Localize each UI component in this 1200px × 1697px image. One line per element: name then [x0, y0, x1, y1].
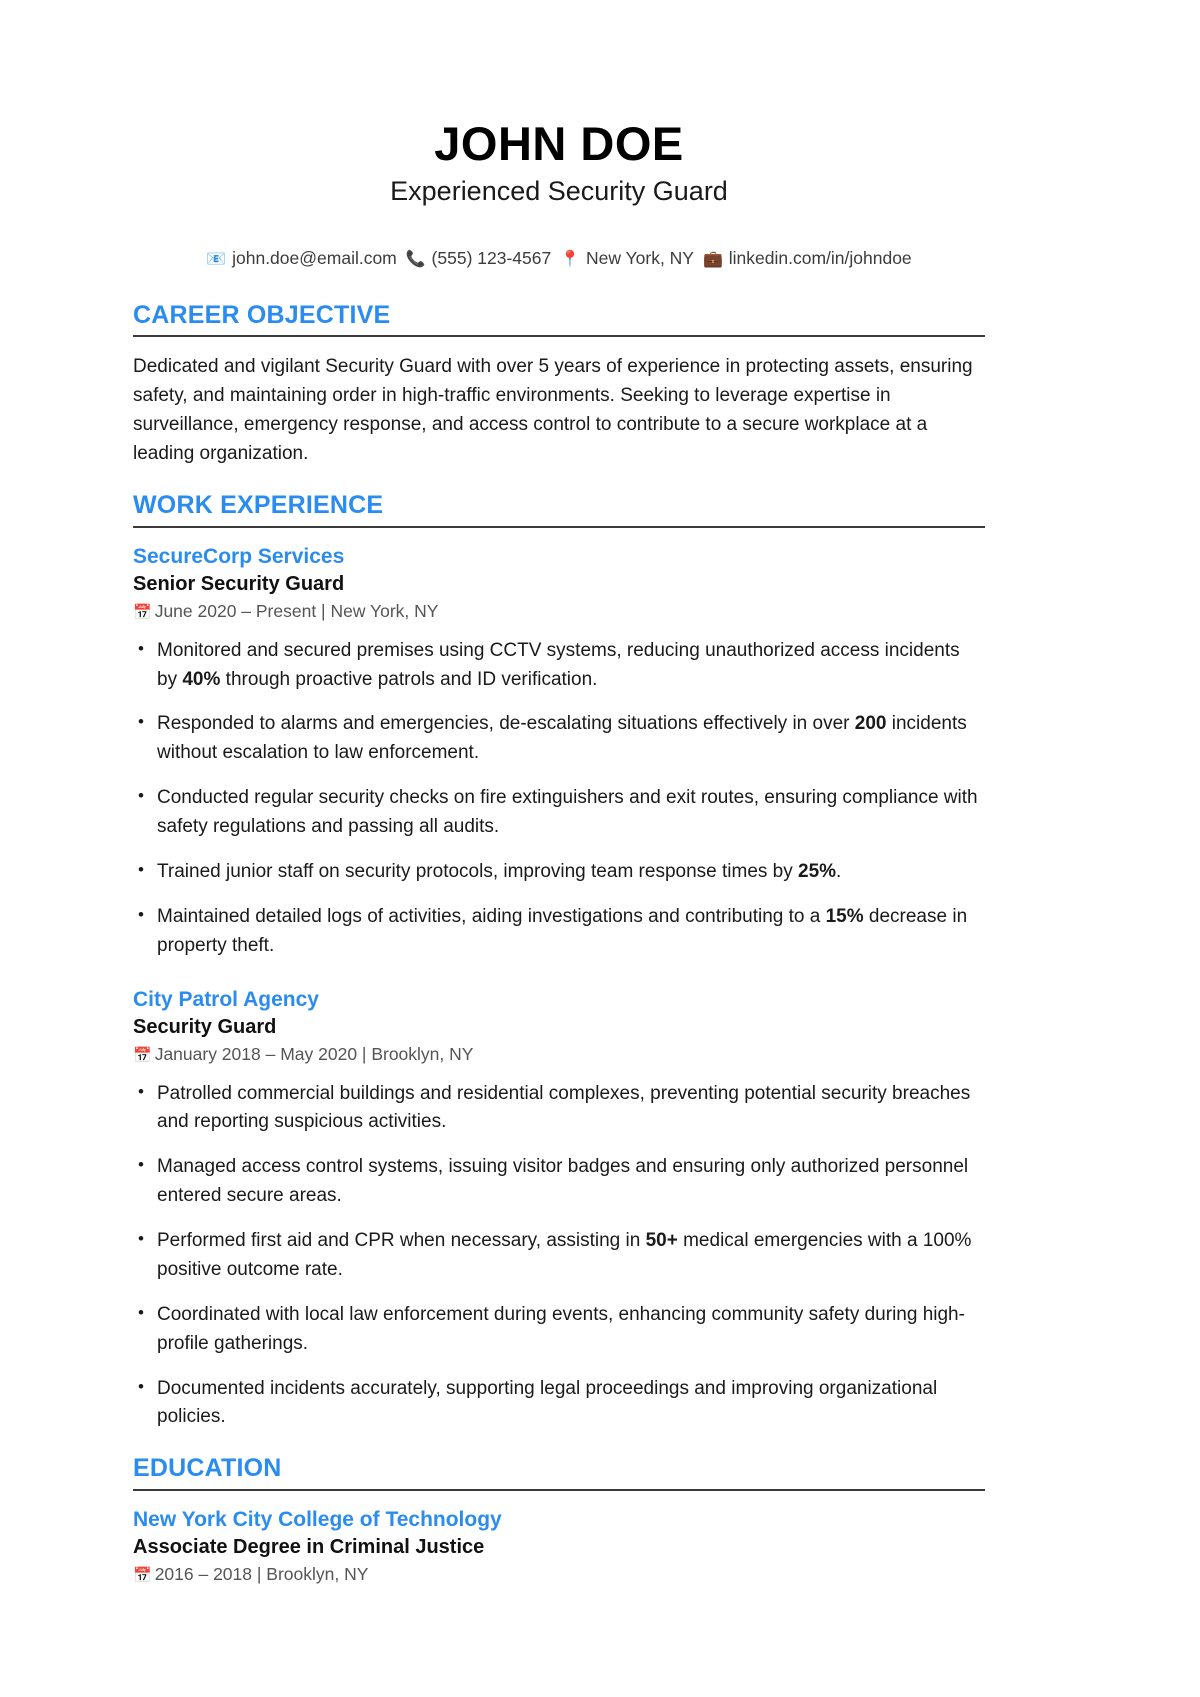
achievement-item	[133, 1080, 981, 1138]
section-title-career-objective: CAREER OBJECTIVE	[133, 300, 391, 329]
achievement-metric: 50+	[645, 1230, 678, 1252]
experience-list	[133, 544, 985, 1433]
section-title-work-experience: WORK EXPERIENCE	[133, 490, 384, 519]
achievement-item	[133, 710, 981, 768]
achievement-text: Coordinated with local law enforcement during events, enhancing community safety during high-profile gatherings.	[157, 1303, 965, 1354]
achievement-metric: 40%	[182, 668, 221, 690]
contact-item-4[interactable]	[703, 248, 912, 268]
achievement-text: Maintained detailed logs of activities, aiding investigations and contributing to a	[157, 905, 826, 927]
achievement-text: medical emergencies with a 100% positive outcome rate.	[157, 1230, 972, 1280]
section-career-objective	[133, 301, 985, 469]
calendar-icon: 📅	[133, 603, 152, 621]
calendar-icon: 📅	[133, 1046, 152, 1064]
contact-item-3[interactable]	[560, 248, 694, 268]
employer-name: City Patrol Agency	[133, 987, 319, 1011]
school-name: New York City College of Technology	[133, 1508, 502, 1532]
candidate-headline: Experienced Security Guard	[390, 175, 728, 206]
job-title: Security Guard	[133, 1015, 277, 1038]
contact-text: linkedin.com/in/johndoe	[723, 248, 912, 269]
achievement-text: incidents without escalation to law enforcement.	[157, 713, 967, 764]
achievement-text: Trained junior staff on security protocols, improving team response times by	[157, 860, 799, 882]
email-icon: 📧	[206, 251, 227, 269]
achievement-item	[133, 637, 981, 695]
achievement-text: Responded to alarms and emergencies, de-escalating situations effectively in over	[157, 713, 855, 735]
job-title: Senior Security Guard	[133, 572, 345, 595]
entry-date-location	[133, 1563, 985, 1586]
contact-item-2[interactable]	[406, 248, 551, 268]
calendar-icon: 📅	[133, 1567, 152, 1585]
education-entry	[133, 1507, 985, 1586]
section-work-experience	[133, 491, 985, 1432]
phone-icon: 📞	[405, 251, 426, 269]
achievement-list	[133, 637, 985, 961]
section-title-education: EDUCATION	[133, 1454, 282, 1483]
achievement-text: Performed first aid and CPR when necessary, assisting in	[157, 1230, 646, 1252]
resume-header	[133, 118, 985, 271]
education-list	[133, 1507, 985, 1586]
achievement-item	[133, 1153, 981, 1211]
achievement-item	[133, 1301, 981, 1359]
degree-title: Associate Degree in Criminal Justice	[133, 1536, 485, 1559]
resume-sheet	[133, 118, 985, 1586]
career-objective-text: Dedicated and vigilant Security Guard with over 5 years of experience in protecting assets, ensuring safety, and maintaining order in high-traffic environments. Seeking to leverage expertise in surveillance, emergency response, and access control to contribute to a secure workplace at a leading organization.	[133, 356, 973, 465]
achievement-text: Patrolled commercial buildings and residential complexes, preventing potential security breaches and reporting suspicious activities.	[157, 1082, 971, 1133]
achievement-list	[133, 1080, 985, 1433]
location-pin-icon: 📍	[560, 251, 581, 269]
entry-date-text: January 2018 – May 2020 | Brooklyn, NY	[154, 1043, 474, 1064]
entry-date-text: 2016 – 2018 | Brooklyn, NY	[154, 1564, 369, 1585]
achievement-metric: 200	[854, 713, 887, 735]
entry-date-text: June 2020 – Present | New York, NY	[154, 600, 439, 621]
contact-item-1[interactable]	[206, 248, 396, 268]
achievement-text: Documented incidents accurately, supporting legal proceedings and improving organizational policies.	[157, 1377, 938, 1428]
achievement-item	[133, 1227, 981, 1285]
section-divider	[133, 1489, 985, 1491]
entry-date-location	[133, 600, 985, 623]
section-divider	[133, 335, 985, 337]
contact-text: New York, NY	[581, 248, 694, 269]
experience-entry	[133, 544, 985, 961]
achievement-text: Monitored and secured premises using CCTV systems, reducing unauthorized access incidents by	[157, 639, 960, 690]
entry-date-location	[133, 1043, 985, 1066]
candidate-name: JOHN DOE	[434, 117, 684, 170]
achievement-item	[133, 903, 981, 961]
contact-line	[133, 247, 985, 271]
achievement-item	[133, 858, 981, 887]
achievement-text: through proactive patrols and ID verification.	[220, 668, 598, 690]
achievement-text: .	[836, 860, 842, 882]
contact-text: john.doe@email.com	[227, 248, 397, 269]
achievement-item	[133, 784, 981, 842]
section-education	[133, 1454, 985, 1586]
achievement-item	[133, 1375, 981, 1433]
achievement-metric: 25%	[798, 860, 837, 882]
experience-entry	[133, 987, 985, 1433]
contact-text: (555) 123-4567	[426, 248, 552, 269]
briefcase-icon: 💼	[702, 251, 723, 269]
employer-name: SecureCorp Services	[133, 544, 345, 568]
achievement-text: Conducted regular security checks on fire extinguishers and exit routes, ensuring compliance with safety regulations and passing all audits.	[157, 787, 978, 838]
section-divider	[133, 526, 985, 528]
achievement-metric: 15%	[825, 905, 864, 927]
achievement-text: decrease in property theft.	[157, 905, 968, 956]
achievement-text: Managed access control systems, issuing visitor badges and ensuring only authorized personnel entered secure areas.	[157, 1156, 969, 1207]
